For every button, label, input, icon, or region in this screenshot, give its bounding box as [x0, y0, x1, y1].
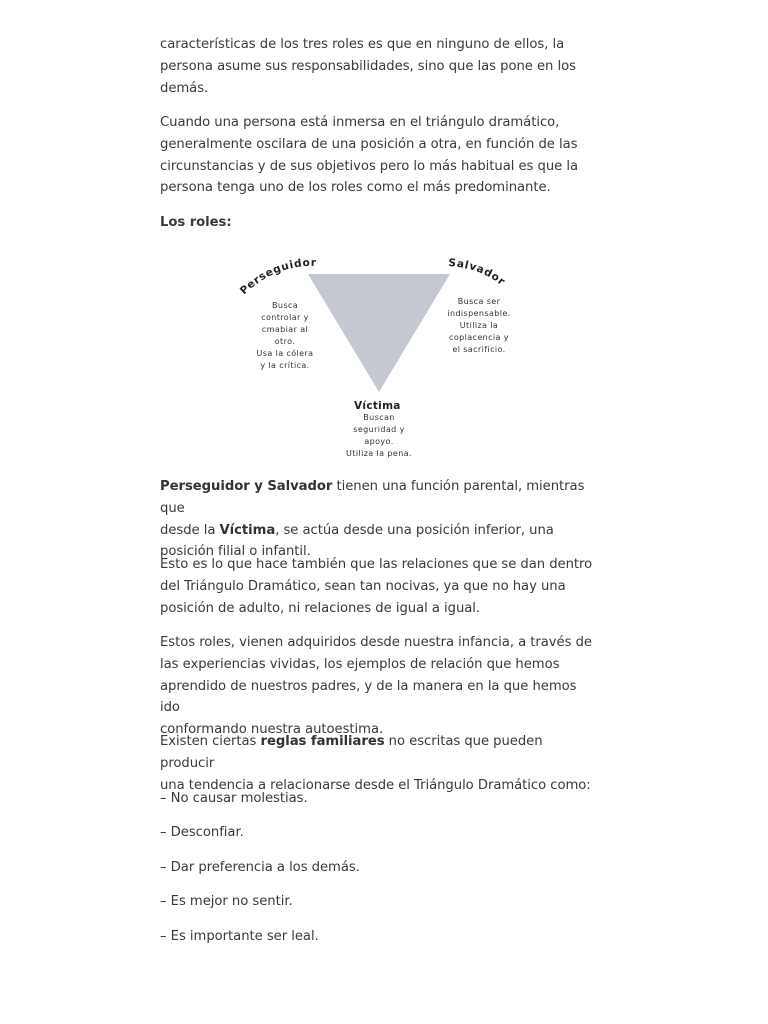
- strong-perseguidor-salvador: Perseguidor y Salvador: [160, 479, 333, 494]
- line: posición filial o infantil.: [160, 544, 311, 560]
- rule-item: – Desconfiar.: [160, 825, 244, 840]
- line: Cuando una persona está inmersa en el triángulo dramático,: [160, 115, 560, 130]
- salvador-title: [448, 257, 508, 288]
- line: persona tenga uno de los roles como el más predominante.: [160, 180, 551, 196]
- line: otro.: [274, 337, 296, 346]
- line: demás.: [160, 80, 209, 96]
- line: generalmente oscilara de una posición a otra, en función de las: [160, 136, 578, 152]
- paragraph-intro-end: [160, 34, 576, 99]
- rule-item: – No causar molestias.: [160, 791, 308, 806]
- strong-reglas-familiares: reglas familiares: [260, 734, 385, 749]
- line: del Triángulo Dramático, sean tan nocivas, ya que no hay una: [160, 578, 566, 594]
- text: desde la: [160, 522, 220, 538]
- line: circunstancias y de sus objetivos pero lo más habitual es que la: [160, 158, 578, 174]
- line: apoyo.: [364, 437, 394, 446]
- line: conformando nuestra autoestima.: [160, 722, 384, 738]
- line: persona asume sus responsabilidades, sino que las pone en los: [160, 58, 576, 74]
- line: Buscan: [363, 413, 395, 422]
- text: , se actúa desde una posición inferior, una: [275, 522, 554, 538]
- line: Utiliza la: [459, 321, 499, 330]
- line: Esto es lo que hace también que las relaciones que se dan dentro: [160, 557, 593, 572]
- line: características de los tres roles es que en ninguno de ellos, la: [160, 37, 565, 52]
- line: posición de adulto, ni relaciones de igual a igual.: [160, 600, 481, 616]
- victima-description: [338, 412, 420, 460]
- line: coplacencia y: [449, 333, 509, 342]
- line: Busca: [271, 301, 299, 310]
- paragraph-infancia: [160, 632, 600, 741]
- rule-item: – Es mejor no sentir.: [160, 894, 293, 909]
- line: Usa la cólera: [256, 349, 314, 358]
- salvador-description: [438, 296, 520, 356]
- line: aprendido de nuestros padres, y de la manera en la que hemos ido: [160, 678, 577, 716]
- perseguidor-title-path: Perseguidor: [237, 256, 317, 298]
- line: cmabiar al: [261, 325, 309, 334]
- text: no escritas que pueden producir: [160, 734, 543, 771]
- line: una tendencia a relacionarse desde el Triángulo Dramático como:: [160, 777, 591, 793]
- salvador-title-path: Salvador: [447, 256, 508, 289]
- strong-victima: Víctima: [219, 522, 276, 538]
- text: tienen una función parental, mientras que: [160, 479, 585, 516]
- paragraph-oscillate: [160, 112, 578, 199]
- drama-triangle-diagram: [230, 240, 520, 465]
- perseguidor-description: [244, 300, 326, 372]
- roles-heading: Los roles:: [160, 215, 232, 230]
- rule-item: – Dar preferencia a los demás.: [160, 860, 360, 875]
- line: Utiliza la pena.: [346, 449, 412, 458]
- line: controlar y: [261, 313, 309, 322]
- line: Estos roles, vienen adquiridos desde nuestra infancia, a través de: [160, 635, 592, 650]
- line: seguridad y: [353, 425, 405, 434]
- line: indispensable.: [447, 309, 511, 318]
- paragraph-reglas: [160, 731, 600, 796]
- line: y la crítica.: [260, 361, 310, 370]
- line: el sacrificio.: [452, 345, 506, 354]
- paragraph-nocivas: [160, 554, 592, 619]
- line: Busca ser: [457, 297, 501, 306]
- rule-item: – Es importante ser leal.: [160, 929, 319, 944]
- perseguidor-title: [238, 257, 317, 297]
- victima-title: Víctima: [354, 400, 401, 412]
- triangle-shape: [308, 274, 450, 392]
- text: Existen ciertas: [160, 734, 261, 749]
- paragraph-parental: [160, 476, 600, 563]
- line: las experiencias vividas, los ejemplos de relación que hemos: [160, 656, 560, 672]
